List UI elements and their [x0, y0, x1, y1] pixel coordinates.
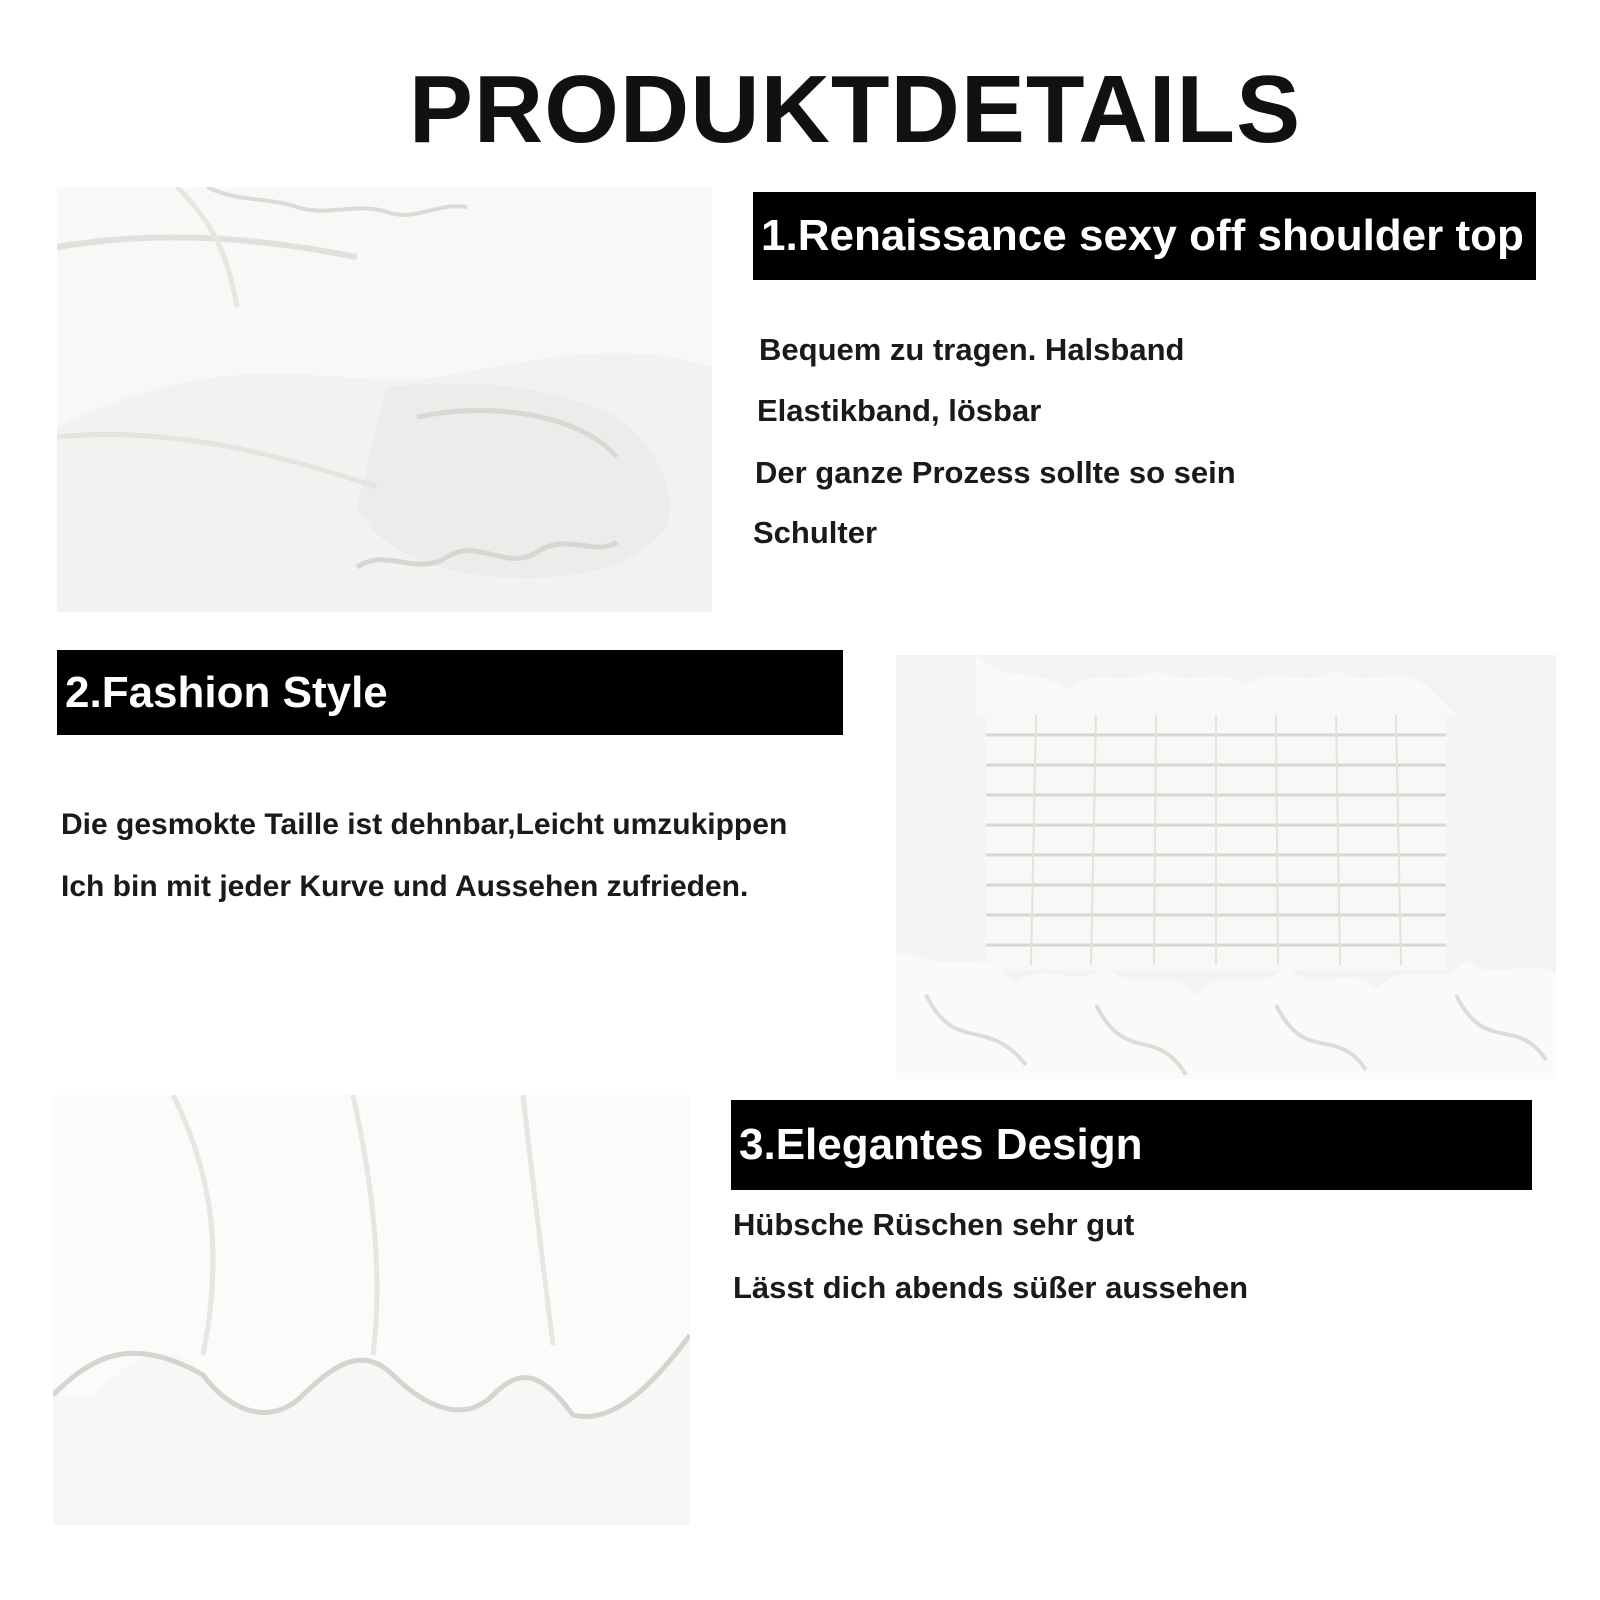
section-2-heading: 2.Fashion Style [65, 667, 388, 717]
section-3-text [733, 0, 1333, 1320]
section-1-line-1: Bequem zu tragen. Halsband [759, 332, 1185, 367]
section-1-line-3: Der ganze Prozess sollte so sein [755, 455, 1236, 490]
section-2-line-2: Ich bin mit jeder Kurve und Aussehen zufrieden. [61, 870, 749, 903]
page-title: PRODUKTDETAILS [408, 56, 1302, 163]
section-2-line-1: Die gesmokte Taille ist dehnbar,Leicht umzukippen [61, 808, 788, 841]
section-1-line-4: Schulter [753, 515, 878, 550]
product-photo-hem-ruffle [53, 1095, 690, 1525]
section-1-line-2: Elastikband, lösbar [757, 393, 1042, 428]
section-3-line-2: Lässt dich abends süßer aussehen [733, 1270, 1249, 1305]
section-3-line-1: Hübsche Rüschen sehr gut [733, 1207, 1135, 1242]
section-1-heading: 1.Renaissance sexy off shoulder top [761, 211, 1524, 260]
section-3-heading: 3.Elegantes Design [739, 1120, 1143, 1169]
